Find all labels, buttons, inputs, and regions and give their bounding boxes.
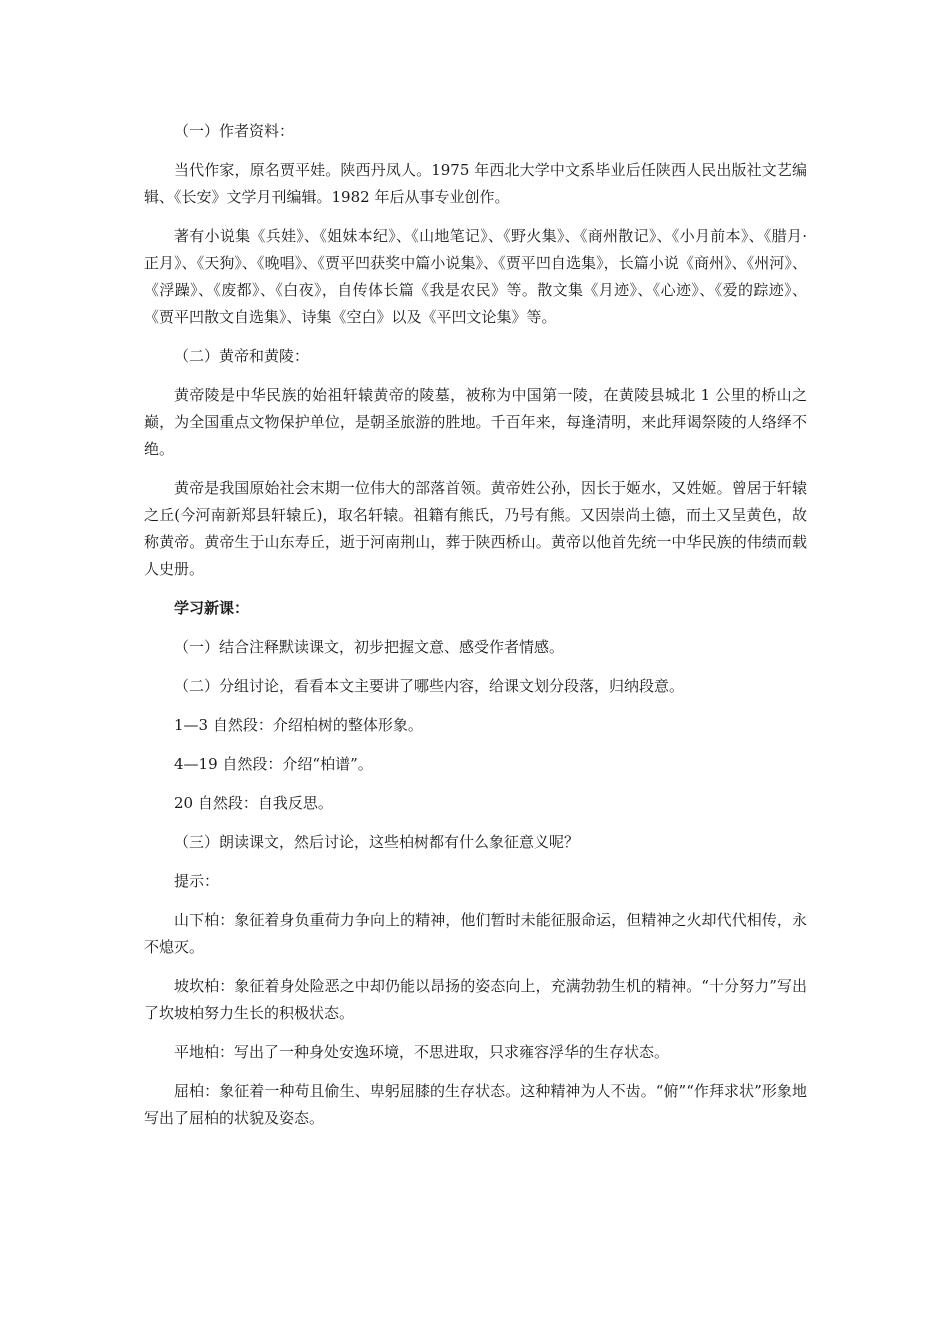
paragraph-huangdi-mausoleum: 黄帝陵是中华民族的始祖轩辕黄帝的陵墓，被称为中国第一陵，在黄陵县城北 1 公里的桥山之巅，为全国重点文物保护单位，是朝圣旅游的胜地。千百年来，每逢清明，来此拜谒祭陵的人络绎不绝。 [144, 386, 807, 458]
paragraph-author-works: 著有小说集《兵娃》、《姐妹本纪》、《山地笔记》、《野火集》、《商州散记》、《小月前本》、《腊月·正月》、《天狗》、《晚唱》、《贾平凹获奖中篇小说集》、《贾平凹自选集》，长篇小说《商州》、《州河》、《浮躁》、《废都》、《白夜》，自传体长篇《我是农民》等。散文集《月迹》、《心迹》、《爱的踪迹》、《贾平凹散文自选集》、诗集《空白》以及《平凹文论集》等。 [144, 227, 807, 326]
section-1-3: 1—3 自然段：介绍柏树的整体形象。 [174, 716, 423, 734]
heading-author-info: （一）作者资料： [174, 122, 295, 140]
heading-huangdi-huangling: （二）黄帝和黄陵： [174, 347, 310, 365]
hint-label: 提示： [174, 872, 220, 890]
section-20: 20 自然段：自我反思。 [174, 794, 333, 812]
step-group-discussion: （二）分组讨论，看看本文主要讲了哪些内容，给课文划分段落，归纳段意。 [174, 677, 685, 695]
document-body [144, 118, 807, 1144]
section-4-19: 4—19 自然段：介绍“柏谱”。 [174, 755, 373, 773]
symbol-shanxia-bai: 山下柏：象征着身负重荷力争向上的精神，他们暂时未能征服命运，但精神之火却代代相传，永不熄灭。 [144, 911, 807, 956]
paragraph-huangdi-bio: 黄帝是我国原始社会末期一位伟大的部落首领。黄帝姓公孙，因长于姬水，又姓姬。曾居于轩辕之丘(今河南新郑县轩辕丘)，取名轩辕。祖籍有熊氏，乃号有熊。又因崇尚土德，而土又呈黄色，故称黄帝。黄帝生于山东寿丘，逝于河南荆山，葬于陕西桥山。黄帝以他首先统一中华民族的伟绩而载人史册。 [144, 479, 807, 578]
symbol-qu-bai: 屈柏：象征着一种苟且偷生、卑躬屈膝的生存状态。这种精神为人不齿。“俯”“作拜求状”形象地写出了屈柏的状貌及姿态。 [144, 1082, 807, 1127]
step-reading-symbolism: （三）朗读课文，然后讨论，这些柏树都有什么象征意义呢？ [174, 833, 580, 851]
symbol-pingdi-bai: 平地柏：写出了一种身处安逸环境，不思进取，只求雍容浮华的生存状态。 [174, 1043, 670, 1061]
step-silent-reading: （一）结合注释默读课文，初步把握文意、感受作者情感。 [174, 638, 565, 656]
paragraph-author-bio: 当代作家，原名贾平娃。陕西丹凤人。1975 年西北大学中文系毕业后任陕西人民出版社文艺编辑、《长安》文学月刊编辑。1982 年后从事专业创作。 [144, 161, 807, 206]
symbol-pokan-bai: 坡坎柏：象征着身处险恶之中却仍能以昂扬的姿态向上，充满勃勃生机的精神。“十分努力”写出了坎坡柏努力生长的积极状态。 [144, 977, 807, 1022]
heading-new-lesson: 学习新课： [174, 599, 250, 617]
